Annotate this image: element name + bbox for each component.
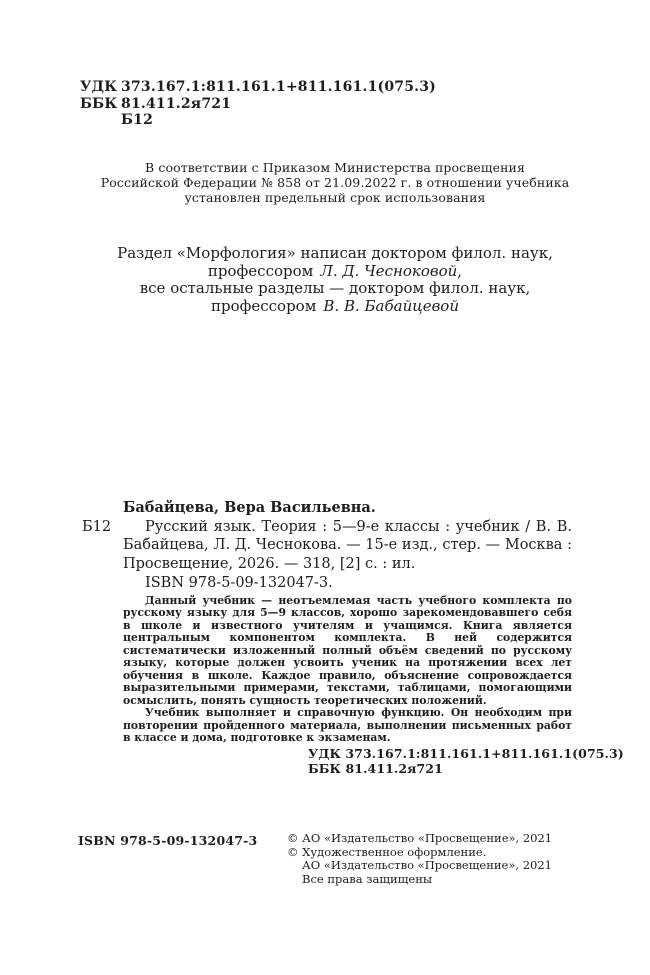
- annotation-paragraph-1: Данный учебник — неотъемлемая часть учебного комплекта по русскому языку для 5—9 классов, хорошо зарекомендовавшего себя в школе и известного учителям и учащимся. Книга является центральным компонентом комплекта. В ней содержится систематически изложенный полный объём сведений по русскому языку, которые должен усвоить ученик на протяжении всех лет обучения в школе. Каждое правило, объяснение сопровождается выразительными примерами, текстами, таблицами, помогающими осмыслить, понять сущность теоретических положений.: [123, 594, 572, 707]
- ministry-note-line: В соответствии с Приказом Министерства просвещения: [145, 160, 525, 175]
- udk-label: УДК: [80, 79, 118, 95]
- copyright-block: [287, 832, 552, 886]
- annotation-block: [123, 595, 572, 744]
- authorship-line: Раздел «Морфология» написан доктором филол. наук,: [117, 244, 553, 262]
- authorship-note: [80, 245, 590, 315]
- copyright-line: АО «Издательство «Просвещение», 2021: [302, 858, 552, 873]
- catalog-description: Русский язык. Теория : 5—9-е классы : учебник / В. В. Бабайцева, Л. Д. Чеснокова. — 15-е изд., стер. — Москва : Просвещение, 2026. — 318, [2] с. : ил.: [123, 518, 572, 572]
- bbk-row: [80, 96, 436, 113]
- codes-bottom-block: [308, 747, 624, 776]
- catalog-author-heading: Бабайцева, Вера Васильевна.: [123, 499, 376, 516]
- catalog-isbn: ISBN 978-5-09-132047-3.: [145, 575, 333, 591]
- ministry-note-line: установлен предельный срок использования: [184, 190, 486, 205]
- bbk-value: 81.411.2я721: [121, 95, 232, 112]
- udk-row: [80, 79, 436, 96]
- ministry-note: [80, 160, 590, 205]
- authorship-line: все остальные разделы — доктором филол. наук,: [139, 279, 531, 297]
- author-name-chesnokova: Л. Д. Чесноковой: [320, 261, 458, 280]
- authorship-prefix: профессором: [211, 296, 317, 315]
- codes-top-block: [80, 79, 436, 129]
- bottom-bbk: ББК 81.411.2я721: [308, 760, 443, 776]
- author-sign-row: [80, 112, 436, 129]
- authorship-suffix: ,: [457, 261, 463, 280]
- author-sign: Б12: [121, 112, 154, 128]
- author-name-babaytseva: В. В. Бабайцевой: [323, 296, 459, 315]
- ministry-note-line: Российской Федерации № 858 от 21.09.2022 г. в отношении учебника: [100, 175, 570, 190]
- authorship-prefix: профессором: [207, 261, 314, 280]
- copyright-line: © АО «Издательство «Просвещение», 2021: [287, 831, 553, 845]
- footer-isbn: ISBN 978-5-09-132047-3: [78, 833, 258, 848]
- catalog-card: [80, 499, 572, 593]
- bbk-label: ББК: [80, 95, 118, 112]
- catalog-card-body: [123, 499, 572, 593]
- copyright-line: Все права защищены: [302, 871, 433, 886]
- annotation-paragraph-2: Учебник выполняет и справочную функцию. Он необходим при повторении пройденного материала, выполнении письменных работ в классе и дома, подготовке к экзаменам.: [123, 706, 572, 744]
- bottom-udk: УДК 373.167.1:811.161.1+811.161.1(075.3): [308, 746, 624, 761]
- catalog-author-sign: Б12: [82, 519, 112, 535]
- authorship-line: [80, 298, 590, 316]
- author-sign-spacer: [80, 112, 121, 129]
- copyright-line: © Художественное оформление.: [287, 844, 487, 859]
- udk-value: 373.167.1:811.161.1+811.161.1(075.3): [121, 79, 436, 95]
- authorship-line: [80, 263, 590, 281]
